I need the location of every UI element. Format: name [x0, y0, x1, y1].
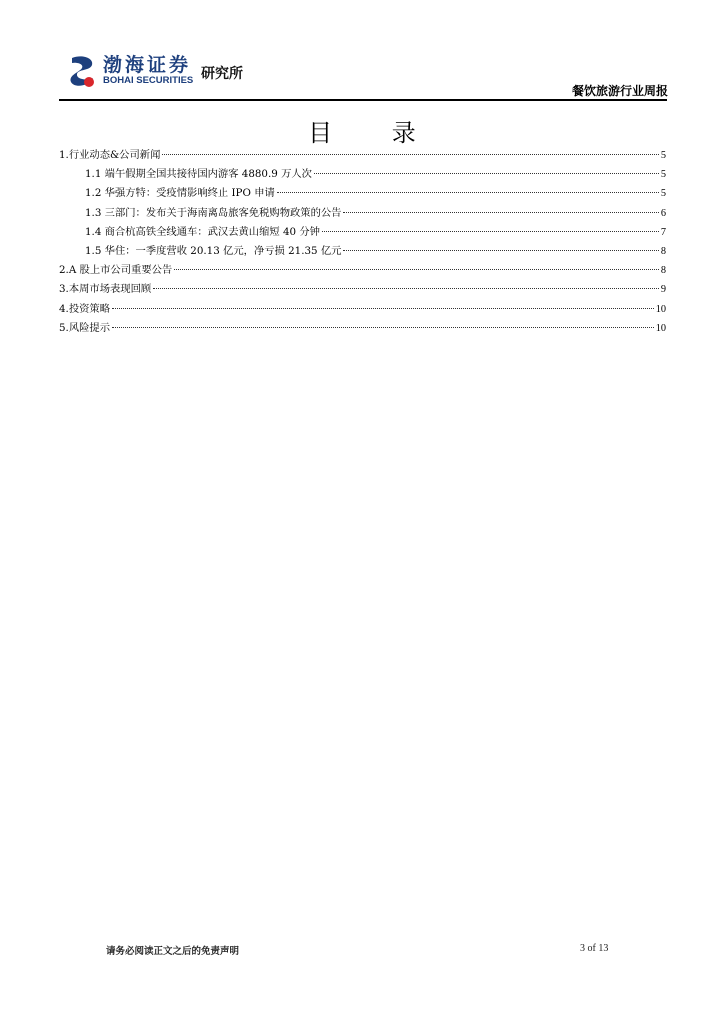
page-number: 3 of 13: [580, 943, 609, 954]
toc-entry[interactable]: [59, 204, 666, 223]
toc-entry-label: 1.3 三部门：发布关于海南离岛旅客免税购物政策的公告: [85, 206, 342, 219]
toc-entry-label: 1.1 端午假期全国共接待国内游客 4880.9 万人次: [85, 168, 312, 181]
toc-entry[interactable]: [59, 280, 666, 299]
toc-entry-label: 1.2 华强方特：受疫情影响终止 IPO 申请: [85, 187, 275, 200]
toc-entry-label: 4.投资策略: [59, 302, 111, 315]
toc-entry-page: 8: [660, 245, 666, 257]
toc-entry-page: 5: [660, 188, 666, 200]
toc-entry-page: 5: [660, 150, 666, 161]
footer-disclaimer: 请务必阅读正文之后的免责声明: [106, 946, 240, 957]
toc-entry-label: 3.本周市场表现回顾: [59, 283, 152, 296]
toc-entry[interactable]: [59, 146, 666, 165]
toc-entry-label: 1.5 华住：一季度营收 20.13 亿元，净亏损 21.35 亿元: [85, 244, 342, 257]
toc-entry[interactable]: [59, 165, 666, 184]
header-divider: [59, 99, 667, 101]
toc-leader-dots: [314, 173, 659, 174]
toc-entry-page: 10: [655, 322, 666, 334]
toc-leader-dots: [343, 212, 658, 213]
bohai-logo-icon: [68, 54, 98, 90]
toc-entry[interactable]: [59, 184, 666, 203]
toc-entry[interactable]: [59, 300, 666, 319]
table-of-contents: [59, 146, 666, 338]
report-type-label: 餐饮旅游行业周报: [571, 84, 668, 98]
toc-entry[interactable]: [59, 319, 666, 338]
toc-leader-dots: [277, 192, 659, 193]
toc-entry[interactable]: [59, 261, 666, 280]
toc-entry[interactable]: [59, 242, 666, 261]
toc-leader-dots: [153, 288, 659, 289]
toc-entry-label: 2.A 股上市公司重要公告: [59, 264, 173, 277]
toc-entry-label: 1.行业动态&公司新闻: [59, 149, 161, 161]
toc-entry-page: 9: [660, 284, 666, 296]
page-header: [0, 0, 724, 110]
toc-leader-dots: [112, 327, 654, 328]
toc-entry-page: 7: [660, 226, 666, 238]
toc-entry-page: 10: [655, 303, 666, 315]
toc-entry-page: 6: [660, 207, 666, 219]
toc-entry-page: 5: [660, 169, 666, 181]
toc-leader-dots: [112, 308, 654, 309]
toc-leader-dots: [162, 154, 658, 155]
toc-leader-dots: [322, 231, 659, 232]
logo-chinese-name: 渤海证券: [103, 54, 192, 76]
institute-label: 研究所: [201, 66, 243, 82]
toc-entry-label: 1.4 商合杭高铁全线通车：武汉去黄山缩短 40 分钟: [85, 225, 320, 238]
toc-entry[interactable]: [59, 223, 666, 242]
toc-title: 目 录: [308, 119, 442, 147]
logo-english-name: BOHAI SECURITIES: [103, 75, 194, 86]
toc-leader-dots: [174, 269, 659, 270]
toc-leader-dots: [343, 250, 658, 251]
toc-entry-label: 5.风险提示: [59, 321, 111, 334]
toc-entry-page: 8: [660, 265, 666, 277]
